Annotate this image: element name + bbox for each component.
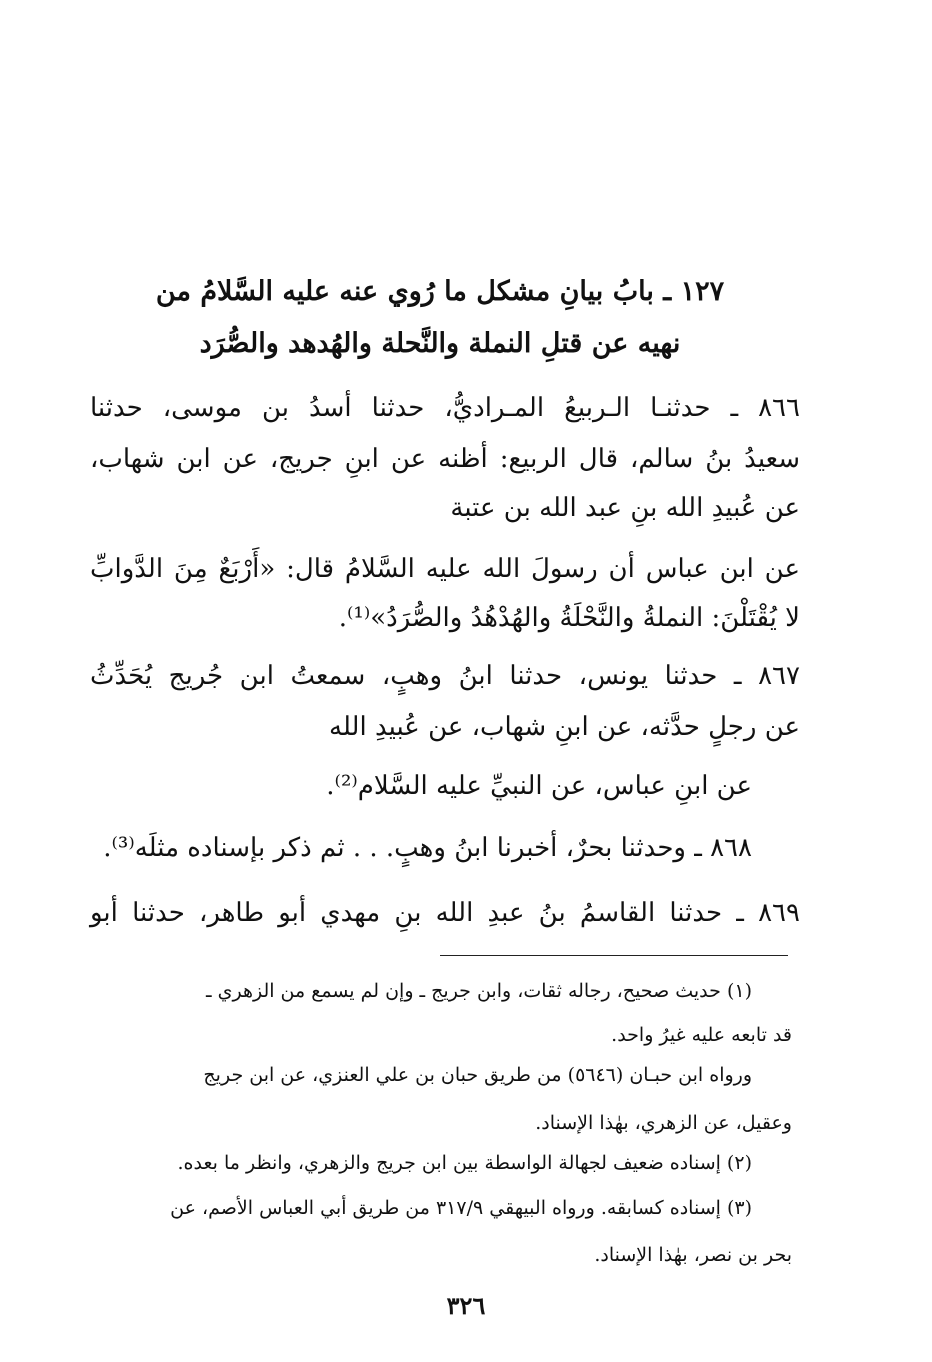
hadith-866-line-3: عن عُبيدِ الله بنِ عبد الله بن عتبة [450, 493, 800, 523]
footnote-separator [440, 955, 788, 956]
hadith-868: ٨٦٨ ـ وحدثنا بحرٌ، أخبرنا ابنُ وهبٍ. . . ثم ذكر بإسناده مثلَه⁽³⁾. [103, 833, 752, 863]
footnote-1-line-1: (١) حديث صحيح، رجاله ثقات، وابن جريج ـ وإن لم يسمع من الزهري ـ [205, 980, 752, 1002]
footnote-3-line-1: (٣) إسناده كسابقه. ورواه البيهقي ٣١٧/٩ من طريق أبي العباس الأصم، عن [170, 1197, 752, 1219]
chapter-title-line-1: ١٢٧ ـ بابُ بيانِ مشكل ما رُوي عنه عليه السَّلامُ من [155, 276, 725, 307]
hadith-867-matn: عن ابنِ عباس، عن النبيِّ عليه السَّلام⁽²⁾. [326, 771, 752, 801]
footnote-3-line-2: بحر بن نصر، بهٰذا الإسناد. [594, 1244, 792, 1266]
hadith-866-matn-line-1: عن ابن عباس أن رسولَ الله عليه السَّلامُ قال: «أَرْبَعٌ مِنَ الدَّوابِّ [90, 554, 800, 584]
hadith-866-line-1: ٨٦٦ ـ حدثنـا الـربيعُ المـراديُّ، حدثنا أسدُ بن موسى، حدثنا [90, 393, 800, 423]
footnote-2-line-1: (٢) إسناده ضعيف لجهالة الواسطة بين ابن جريج والزهري، وانظر ما بعده. [177, 1152, 752, 1174]
footnote-1-line-3: ورواه ابن حبـان (٥٦٤٦) من طريق حبان بن علي العنزي، عن ابن جريج [203, 1064, 752, 1086]
hadith-866-line-2: سعيدُ بنُ سالم، قال الربيع: أظنه عن ابنِ جريج، عن ابن شهاب، [90, 444, 800, 474]
chapter-title-line-2: نهيه عن قتلِ النملة والنَّحلة والهُدهد والصُّرَد [199, 328, 681, 359]
page-number: ٣٢٦ [446, 1291, 486, 1320]
footnote-1-line-2: قد تابعه عليه غيرُ واحد. [611, 1024, 792, 1046]
hadith-867-line-1: ٨٦٧ ـ حدثنا يونس، حدثنا ابنُ وهبٍ، سمعتُ ابن جُريج يُحَدِّثُ [90, 661, 800, 691]
footnote-1-line-4: وعقيل، عن الزهري، بهٰذا الإسناد. [535, 1112, 792, 1134]
hadith-866-matn-line-2: لا يُقْتَلْنَ: النملةُ والنَّحْلَةُ والهُدْهُدُ والصُّرَدُ»⁽¹⁾. [338, 603, 800, 633]
hadith-869-line-1: ٨٦٩ ـ حدثنا القاسمُ بنُ عبدِ الله بنِ مهدي أبو طاهر، حدثنا أبو [90, 898, 800, 928]
hadith-867-line-2: عن رجلٍ حدَّثه، عن ابنِ شهاب، عن عُبيدِ الله [329, 712, 800, 742]
